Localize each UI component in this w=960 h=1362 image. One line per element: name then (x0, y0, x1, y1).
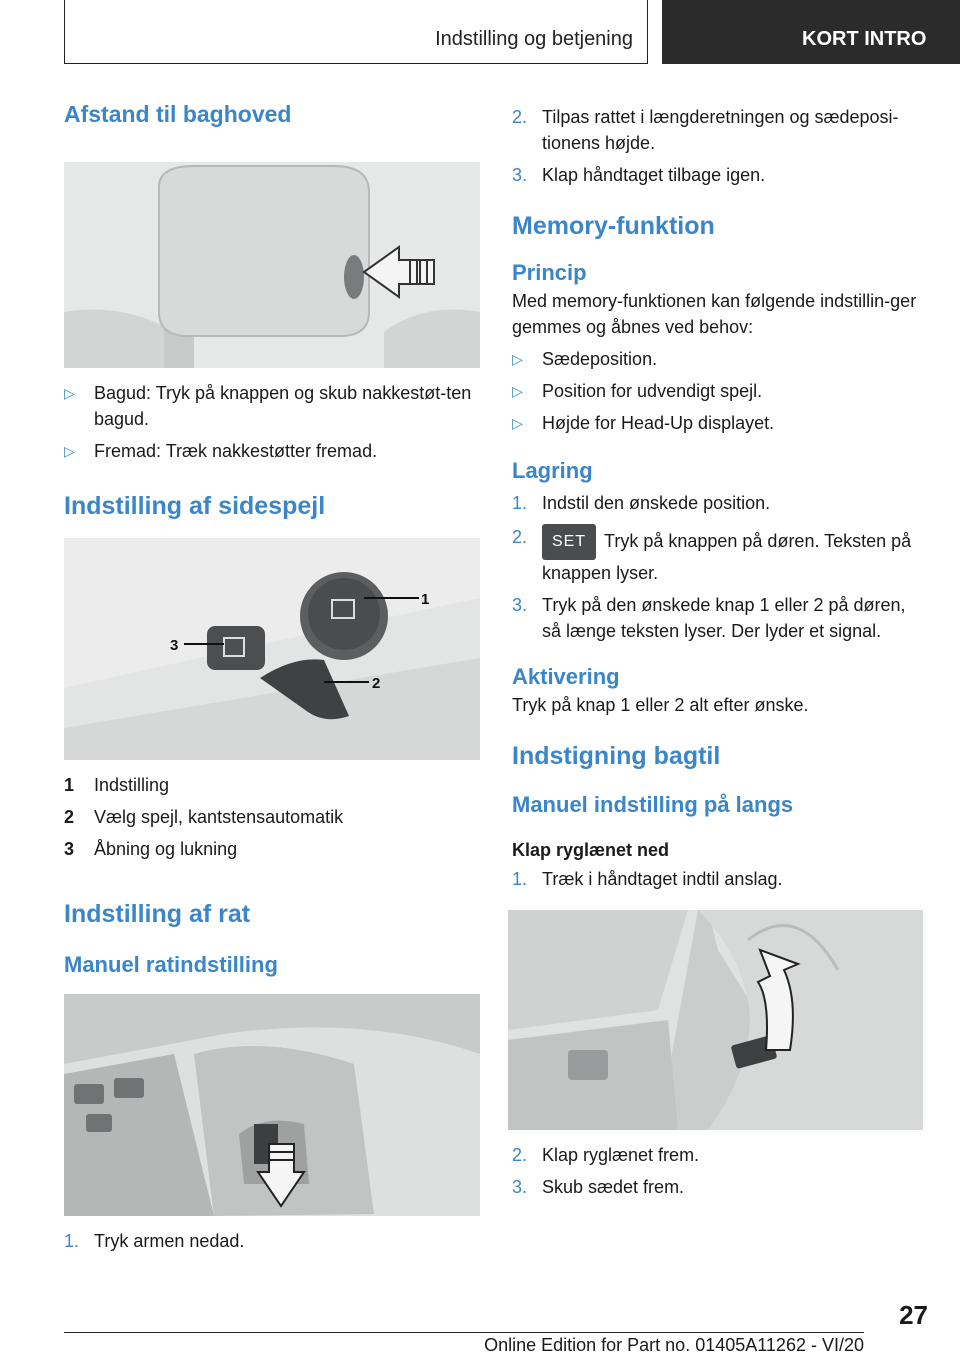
triangle-bullet-icon: ▷ (512, 415, 523, 431)
storing-step-3: 3. Tryk på den ønskede knap 1 eller 2 på døren, så længe teksten lyser. Der lyder et signal. (512, 595, 906, 641)
header-section-title: Indstilling og betjening (435, 28, 633, 50)
after-step-3: 3. Skub sædet frem. (512, 1177, 685, 1197)
heading-rear-entry: Indstigning bagtil (512, 742, 721, 770)
principle-text: Med memory-funktionen kan følgende indstillin‐ger gemmes og åbnes ved behov: (512, 291, 917, 337)
principle-bullet-3: ▷ Højde for Head-Up displayet. (512, 410, 928, 436)
heading-headrest: Afstand til baghoved (64, 101, 292, 127)
heading-activation: Aktivering (512, 664, 620, 689)
header-chapter-tab (662, 0, 960, 64)
principle-bullet-1: ▷ Sædeposition. (512, 346, 928, 372)
heading-manual-longitudinal: Manuel indstilling på langs (512, 792, 794, 817)
triangle-bullet-icon: ▷ (64, 443, 75, 459)
mirror-legend-item: 2 Vælg spejl, kantstensautomatik (64, 807, 344, 827)
heading-storing: Lagring (512, 458, 593, 483)
headrest-bullet-2: ▷ Fremad: Træk nakkestøtter fremad. (64, 438, 480, 464)
steering-step-3: 3. Klap håndtaget tilbage igen. (512, 165, 766, 185)
callout-2: 2 (372, 675, 381, 692)
backrest-lever-illustration (508, 910, 923, 1130)
callout-1: 1 (421, 591, 430, 608)
left-column (64, 98, 480, 1254)
footer-edition: Online Edition for Part no. 01405A11262 - VI/20 (484, 1335, 864, 1355)
mirror-controls-illustration (64, 538, 480, 760)
storing-step-2: 2. SET Tryk på knappen på døren. Teksten på knappen lyser. (512, 524, 928, 586)
callout-3: 3 (170, 637, 179, 654)
heading-fold-backrest: Klap ryglænet ned (512, 840, 670, 860)
storing-step-1: 1. Indstil den ønskede position. (512, 493, 771, 513)
headrest-bullet-1: ▷ Bagud: Tryk på knappen og skub nakkestøt‐ten bagud. (64, 380, 480, 432)
triangle-bullet-icon: ▷ (512, 351, 523, 367)
steering-lever-illustration (64, 994, 480, 1216)
principle-bullet-2: ▷ Position for udvendigt spejl. (512, 378, 928, 404)
headrest-illustration (64, 162, 480, 368)
heading-memory-function: Memory-funktion (512, 212, 715, 240)
mirror-legend-item: 3 Åbning og lukning (64, 839, 238, 859)
triangle-bullet-icon: ▷ (64, 385, 75, 401)
header-chapter-label: KORT INTRO (802, 28, 927, 50)
heading-side-mirror: Indstilling af sidespejl (64, 492, 326, 520)
footer-rule (64, 1332, 864, 1333)
fold-step-1: 1. Træk i håndtaget indtil anslag. (512, 869, 783, 889)
right-column (512, 104, 928, 1200)
activation-text: Tryk på knap 1 eller 2 alt efter ønske. (512, 695, 809, 715)
steering-step-1: 1. Tryk armen nedad. (64, 1231, 245, 1251)
heading-principle: Princip (512, 260, 587, 285)
mirror-legend-item: 1 Indstilling (64, 775, 170, 795)
heading-steering-wheel: Indstilling af rat (64, 900, 251, 928)
heading-manual-steering: Manuel ratindstilling (64, 952, 278, 977)
set-button-icon: SET (542, 524, 596, 560)
header-section-box (64, 0, 648, 64)
page-number: 27 (899, 1300, 928, 1330)
after-step-2: 2. Klap ryglænet frem. (512, 1145, 700, 1165)
triangle-bullet-icon: ▷ (512, 383, 523, 399)
steering-step-2: 2. Tilpas rattet i længderetningen og sædeposi‐tionens højde. (512, 107, 899, 153)
